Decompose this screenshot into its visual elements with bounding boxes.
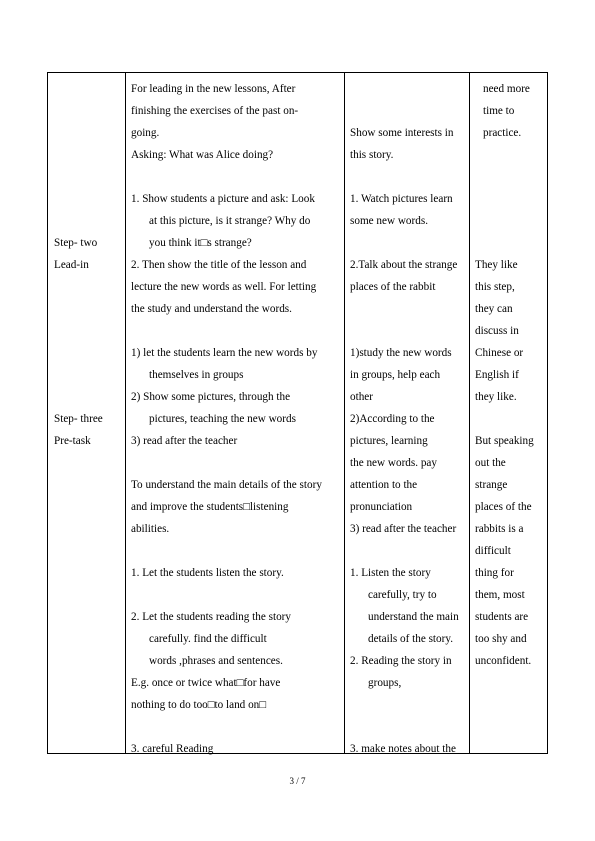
teacher-line: For leading in the new lessons, After [131, 83, 296, 95]
teacher-line: E.g. once or twice what□for have [131, 677, 281, 689]
note-line: need more [483, 83, 530, 95]
note-line: they can [475, 303, 513, 315]
note-line: them, most [475, 589, 525, 601]
student-line: 3. make notes about the [350, 743, 456, 755]
teacher-line: words ,phrases and sentences. [149, 655, 283, 667]
teacher-line: the study and understand the words. [131, 303, 292, 315]
student-line: 2.Talk about the strange [350, 259, 458, 271]
teacher-line: carefully. find the difficult [149, 633, 267, 645]
student-line: 2)According to the [350, 413, 435, 425]
student-line: the new words. pay [350, 457, 437, 469]
student-line: this story. [350, 149, 394, 161]
step-two-label: Step- two [54, 237, 98, 249]
teacher-activity-column [126, 73, 345, 754]
teacher-line: 3) read after the teacher [131, 435, 238, 447]
teacher-line: abilities. [131, 523, 170, 535]
notes-column [470, 73, 548, 754]
student-line: 1. Listen the story [350, 567, 431, 579]
student-line: details of the story. [368, 633, 454, 645]
note-line: But speaking [475, 435, 534, 447]
teacher-line: going. [131, 127, 160, 139]
note-line: rabbits is a [475, 523, 524, 535]
student-line: pictures, learning [350, 435, 428, 447]
student-line: 1. Watch pictures learn [350, 193, 453, 205]
student-line: other [350, 391, 373, 403]
lesson-plan-table [47, 72, 548, 754]
step-three-label: Step- three [54, 413, 103, 425]
teacher-line: 2. Then show the title of the lesson and [131, 259, 307, 271]
steps-column [48, 73, 126, 754]
note-line: time to [483, 105, 515, 117]
pre-task-label: Pre-task [54, 435, 91, 447]
lead-in-label: Lead-in [54, 259, 89, 271]
note-line: strange [475, 479, 508, 491]
note-line: English if [475, 369, 519, 381]
note-line: this step, [475, 281, 515, 293]
teacher-line: finishing the exercises of the past on- [131, 105, 299, 117]
teacher-line: themselves in groups [149, 369, 244, 381]
teacher-line: you think it□s strange? [149, 237, 252, 249]
teacher-line: To understand the main details of the story [131, 479, 322, 491]
note-line: practice. [483, 127, 522, 139]
page-number: 3 / 7 [289, 776, 306, 786]
note-line: too shy and [475, 633, 527, 645]
student-line: 3) read after the teacher [350, 523, 457, 535]
teacher-line: 1. Let the students listen the story. [131, 567, 284, 579]
note-line: Chinese or [475, 347, 524, 359]
student-line: groups, [368, 677, 402, 689]
student-line: places of the rabbit [350, 281, 436, 293]
teacher-line: lecture the new words as well. For letting [131, 281, 317, 293]
note-line: they like. [475, 391, 517, 403]
note-line: thing for [475, 567, 514, 579]
student-line: attention to the [350, 479, 418, 491]
teacher-line: 1) let the students learn the new words by [131, 347, 318, 359]
note-line: places of the [475, 501, 532, 513]
note-line: students are [475, 611, 529, 623]
teacher-line: pictures, teaching the new words [149, 413, 296, 425]
student-line: in groups, help each [350, 369, 441, 381]
student-line: understand the main [368, 611, 459, 623]
student-activity-column [345, 73, 470, 754]
teacher-line: 2) Show some pictures, through the [131, 391, 291, 403]
student-line: some new words. [350, 215, 428, 227]
student-line: Show some interests in [350, 127, 454, 139]
note-line: out the [475, 457, 506, 469]
student-line: carefully, try to [368, 589, 437, 601]
teacher-line: and improve the students□listening [131, 501, 289, 513]
table-row [48, 73, 548, 754]
student-line: 1)study the new words [350, 347, 452, 359]
note-line: difficult [475, 545, 511, 557]
student-line: 2. Reading the story in [350, 655, 452, 667]
teacher-line: at this picture, is it strange? Why do [149, 215, 311, 227]
note-line: They like [475, 259, 518, 271]
teacher-line: 2. Let the students reading the story [131, 611, 292, 623]
teacher-line: Asking: What was Alice doing? [131, 149, 274, 161]
student-line: pronunciation [350, 501, 413, 513]
note-line: discuss in [475, 325, 519, 337]
teacher-line: 3. careful Reading [131, 743, 214, 755]
note-line: unconfident. [475, 655, 532, 667]
teacher-line: nothing to do too□to land on□ [131, 699, 267, 711]
teacher-line: 1. Show students a picture and ask: Look [131, 193, 315, 205]
